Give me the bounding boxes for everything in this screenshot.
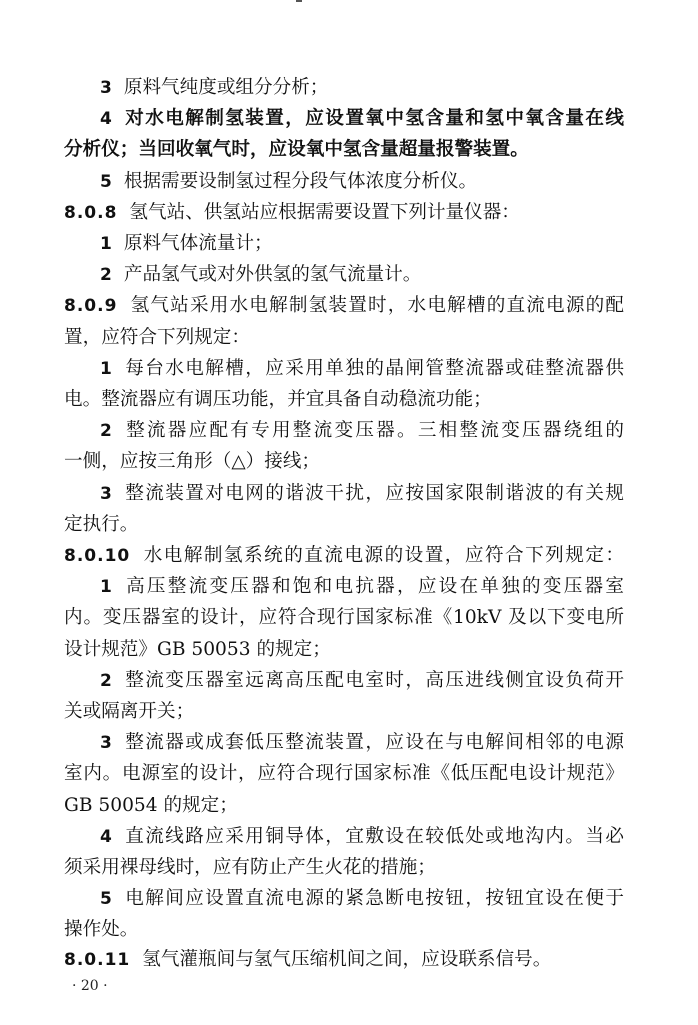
paragraph-line: [64, 914, 624, 945]
item-number: 3: [100, 78, 112, 98]
list-item: [100, 166, 624, 197]
paragraph-line: [64, 852, 624, 883]
paragraph-line: [64, 384, 624, 415]
list-item: [100, 727, 624, 758]
section-number: 8.0.10: [64, 546, 131, 566]
section-heading: [64, 197, 624, 228]
item-text: 操作处。: [64, 919, 139, 941]
item-text: 设计规范》GB 50053 的规定；: [64, 638, 331, 660]
list-item: [100, 72, 624, 103]
list-item: [100, 228, 624, 259]
item-text: 定执行。: [64, 513, 139, 535]
item-text: 整流变压器室远离高压配电室时，高压进线侧宜设负荷开: [123, 669, 624, 691]
item-number: 2: [100, 670, 112, 691]
item-number: 1: [100, 234, 112, 254]
item-number: 5: [100, 889, 112, 910]
section-number: 8.0.11: [64, 949, 131, 970]
list-item: [100, 883, 624, 914]
item-number: 4: [100, 826, 112, 847]
scan-mark: [296, 0, 302, 2]
item-number: 4: [100, 109, 112, 130]
list-item: [100, 353, 624, 384]
section-number: 8.0.9: [64, 296, 118, 317]
section-number: 8.0.8: [64, 202, 118, 223]
item-text: 高压整流变压器和饱和电抗器，应设在单独的变压器室: [123, 576, 624, 598]
paragraph-line: [64, 602, 624, 633]
list-item: [100, 821, 624, 852]
item-text: 一侧，应按三角形（△）接线；: [64, 451, 321, 473]
item-number: 3: [100, 733, 112, 754]
paragraph-line: [64, 634, 624, 665]
item-text: 内。变压器室的设计，应符合现行国家标准《10kV 及以下变电所: [64, 607, 624, 629]
item-text: 整流器或成套低压整流装置，应设在与电解间相邻的电源: [123, 732, 624, 754]
paragraph-line: [64, 322, 624, 353]
item-number: 1: [100, 358, 112, 379]
item-text: 须采用裸母线时，应有防止产生火花的措施；: [64, 857, 436, 878]
item-text: 整流器应配有专用整流变压器。三相整流变压器绕组的: [123, 420, 624, 442]
item-number: 2: [100, 265, 112, 286]
paragraph-line: [64, 696, 624, 727]
item-text: 直流线路应采用铜导体，宜敷设在较低处或地沟内。当必: [123, 825, 624, 847]
section-text: 置，应符合下列规定：: [64, 326, 250, 348]
item-text: 整流装置对电网的谐波干扰，应按国家限制谐波的有关规: [123, 482, 624, 504]
paragraph-line: [64, 509, 624, 540]
item-number: 5: [100, 171, 112, 192]
item-number: 2: [100, 421, 112, 442]
section-text: 氢气站采用水电解制氢装置时，水电解槽的直流电源的配: [129, 295, 624, 317]
item-text: 原料气纯度或组分分析；: [123, 77, 329, 98]
item-text: 对水电解制氢装置，应设置氧中氢含量和氢中氧含量在线: [123, 108, 624, 130]
list-item: [100, 665, 624, 696]
section-heading: [64, 540, 624, 571]
section-text: 氢气站、供氢站应根据需要设置下列计量仪器：: [129, 201, 520, 223]
list-item: [100, 103, 624, 134]
item-text: 分析仪；当回收氧气时，应设氧中氢含量超量报警装置。: [64, 139, 529, 161]
list-item: [100, 259, 624, 290]
item-number: 3: [100, 483, 112, 504]
item-number: 1: [100, 577, 112, 598]
item-text: 电解间应设置直流电源的紧急断电按钮，按钮宜设在便于: [123, 888, 624, 910]
section-text: 水电解制氢系统的直流电源的设置，应符合下列规定：: [142, 545, 624, 566]
paragraph-line: [64, 446, 624, 477]
item-text: 原料气体流量计；: [123, 233, 273, 254]
list-item: [100, 415, 624, 446]
list-item: [100, 478, 624, 509]
item-text: 室内。电源室的设计，应符合现行国家标准《低压配电设计规范》: [64, 763, 624, 785]
section-text: 氢气灌瓶间与氢气压缩机间之间，应设联系信号。: [142, 948, 552, 970]
list-item: [100, 571, 624, 602]
item-text: 产品氢气或对外供氢的氢气流量计。: [123, 264, 422, 286]
section-heading: [64, 946, 624, 974]
page-number: · 20 ·: [72, 977, 108, 994]
paragraph-line: [64, 758, 624, 789]
paragraph-line: [64, 790, 624, 821]
item-text: 每台水电解槽，应采用单独的晶闸管整流器或硅整流器供: [123, 357, 624, 379]
paragraph-line: [64, 134, 624, 165]
item-text: 电。整流器应有调压功能，并宜具备自动稳流功能；: [64, 389, 492, 410]
item-text: GB 50054 的规定；: [64, 794, 238, 816]
item-text: 根据需要设制氢过程分段气体浓度分析仪。: [123, 170, 478, 192]
section-heading: [64, 290, 624, 321]
item-text: 关或隔离开关；: [64, 701, 195, 722]
